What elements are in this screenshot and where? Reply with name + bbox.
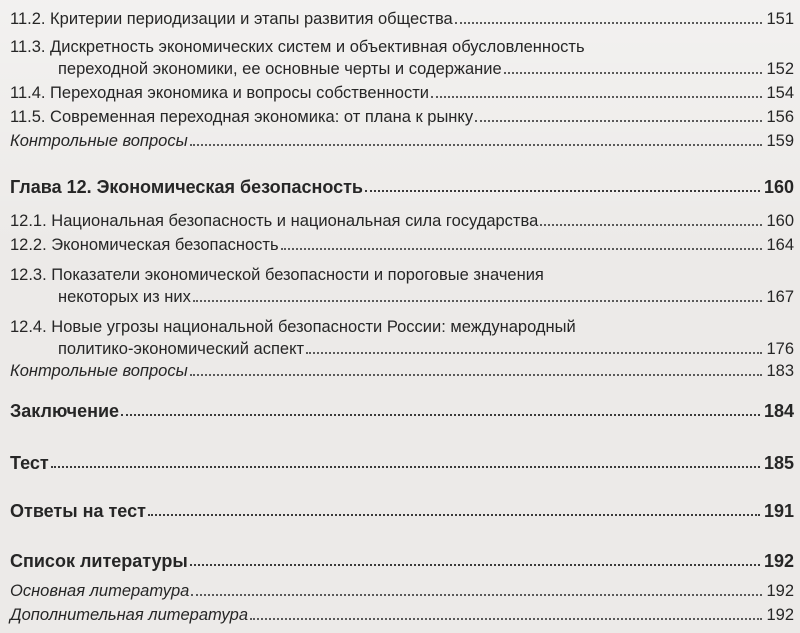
toc-entry-12-1[interactable]: [10, 210, 794, 232]
toc-entry-conclusion[interactable]: [10, 400, 794, 422]
leader-dots: [455, 22, 763, 24]
toc-page-number: 156: [766, 108, 794, 126]
toc-page-number: 192: [766, 606, 794, 624]
toc-entry-title: Тест: [10, 453, 49, 473]
toc-entry-additional-literature[interactable]: [10, 604, 794, 626]
leader-dots: [193, 300, 763, 302]
toc-entry-title: Основная литература: [10, 582, 190, 600]
leader-dots: [431, 96, 762, 98]
leader-dots: [540, 224, 762, 226]
toc-entry-12-2[interactable]: [10, 234, 794, 256]
leader-dots: [191, 594, 762, 596]
leader-dots: [281, 248, 763, 250]
toc-entry-11-5[interactable]: [10, 106, 794, 128]
leader-dots: [475, 120, 762, 122]
toc-entry-title: 12.1. Национальная безопасность и национальная сила государства: [10, 212, 539, 230]
toc-entry-title: некоторых из них: [58, 288, 191, 306]
toc-entry-test[interactable]: [10, 452, 794, 474]
toc-entry-title: 12.2. Экономическая безопасность: [10, 236, 279, 254]
toc-entry-title-line1: 12.3. Показатели экономической безопасности и пороговые значения: [10, 266, 544, 284]
toc-page-number: 176: [766, 340, 794, 358]
leader-dots: [250, 618, 762, 620]
toc-page-number: 185: [763, 453, 794, 473]
toc-page-number: 191: [763, 501, 794, 521]
leader-dots: [51, 466, 760, 468]
toc-entry-title: Заключение: [10, 401, 120, 421]
toc-entry-title: переходной экономики, ее основные черты и содержание: [58, 60, 502, 78]
toc-page-number: 164: [766, 236, 794, 254]
leader-dots: [306, 352, 762, 354]
leader-dots: [190, 564, 760, 566]
toc-entry-main-literature[interactable]: [10, 580, 794, 602]
toc-page-number: 159: [766, 132, 794, 150]
toc-entry-title: Контрольные вопросы: [10, 132, 188, 150]
toc-entry-11-2[interactable]: [10, 8, 794, 30]
toc-page-number: 152: [766, 60, 794, 78]
leader-dots: [190, 374, 763, 376]
toc-page-number: 183: [766, 362, 794, 380]
toc-entry-title: Глава 12. Экономическая безопасность: [10, 177, 363, 197]
toc-page-number: 154: [766, 84, 794, 102]
toc-page-number: 160: [763, 177, 794, 197]
toc-page-number: 151: [766, 10, 794, 28]
toc-entry-title: политико-экономический аспект: [58, 340, 305, 358]
toc-page-number: 192: [763, 551, 794, 571]
toc-entry-chapter-12[interactable]: [10, 176, 794, 198]
toc-entry-11-3[interactable]: [10, 38, 794, 80]
toc-entry-title: Список литературы: [10, 551, 188, 571]
toc-entry-test-answers[interactable]: [10, 500, 794, 522]
leader-dots: [148, 514, 760, 516]
leader-dots: [365, 190, 760, 192]
toc-entry-title: 11.4. Переходная экономика и вопросы собственности: [10, 84, 429, 102]
toc-entry-review-questions-11[interactable]: [10, 130, 794, 152]
toc-entry-title: Ответы на тест: [10, 501, 146, 521]
toc-entry-12-4[interactable]: [10, 318, 794, 360]
leader-dots: [190, 144, 763, 146]
toc-entry-title: 11.5. Современная переходная экономика: от плана к рынку: [10, 108, 474, 126]
toc-page-number: 192: [766, 582, 794, 600]
toc-entry-bibliography[interactable]: [10, 550, 794, 572]
toc-entry-title: 11.2. Критерии периодизации и этапы развития общества: [10, 10, 453, 28]
toc-entry-review-questions-12[interactable]: [10, 360, 794, 382]
leader-dots: [121, 414, 760, 416]
toc-entry-title: Дополнительная литература: [10, 606, 249, 624]
toc-page-number: 160: [766, 212, 794, 230]
toc-page-number: 167: [766, 288, 794, 306]
toc-page-number: 184: [763, 401, 794, 421]
toc-entry-title-line1: 12.4. Новые угрозы национальной безопасности России: международный: [10, 318, 576, 336]
leader-dots: [504, 72, 763, 74]
toc-entry-title-line1: 11.3. Дискретность экономических систем и объективная обусловленность: [10, 38, 585, 56]
toc-entry-11-4[interactable]: [10, 82, 794, 104]
toc-entry-12-3[interactable]: [10, 266, 794, 308]
toc-entry-title: Контрольные вопросы: [10, 362, 188, 380]
